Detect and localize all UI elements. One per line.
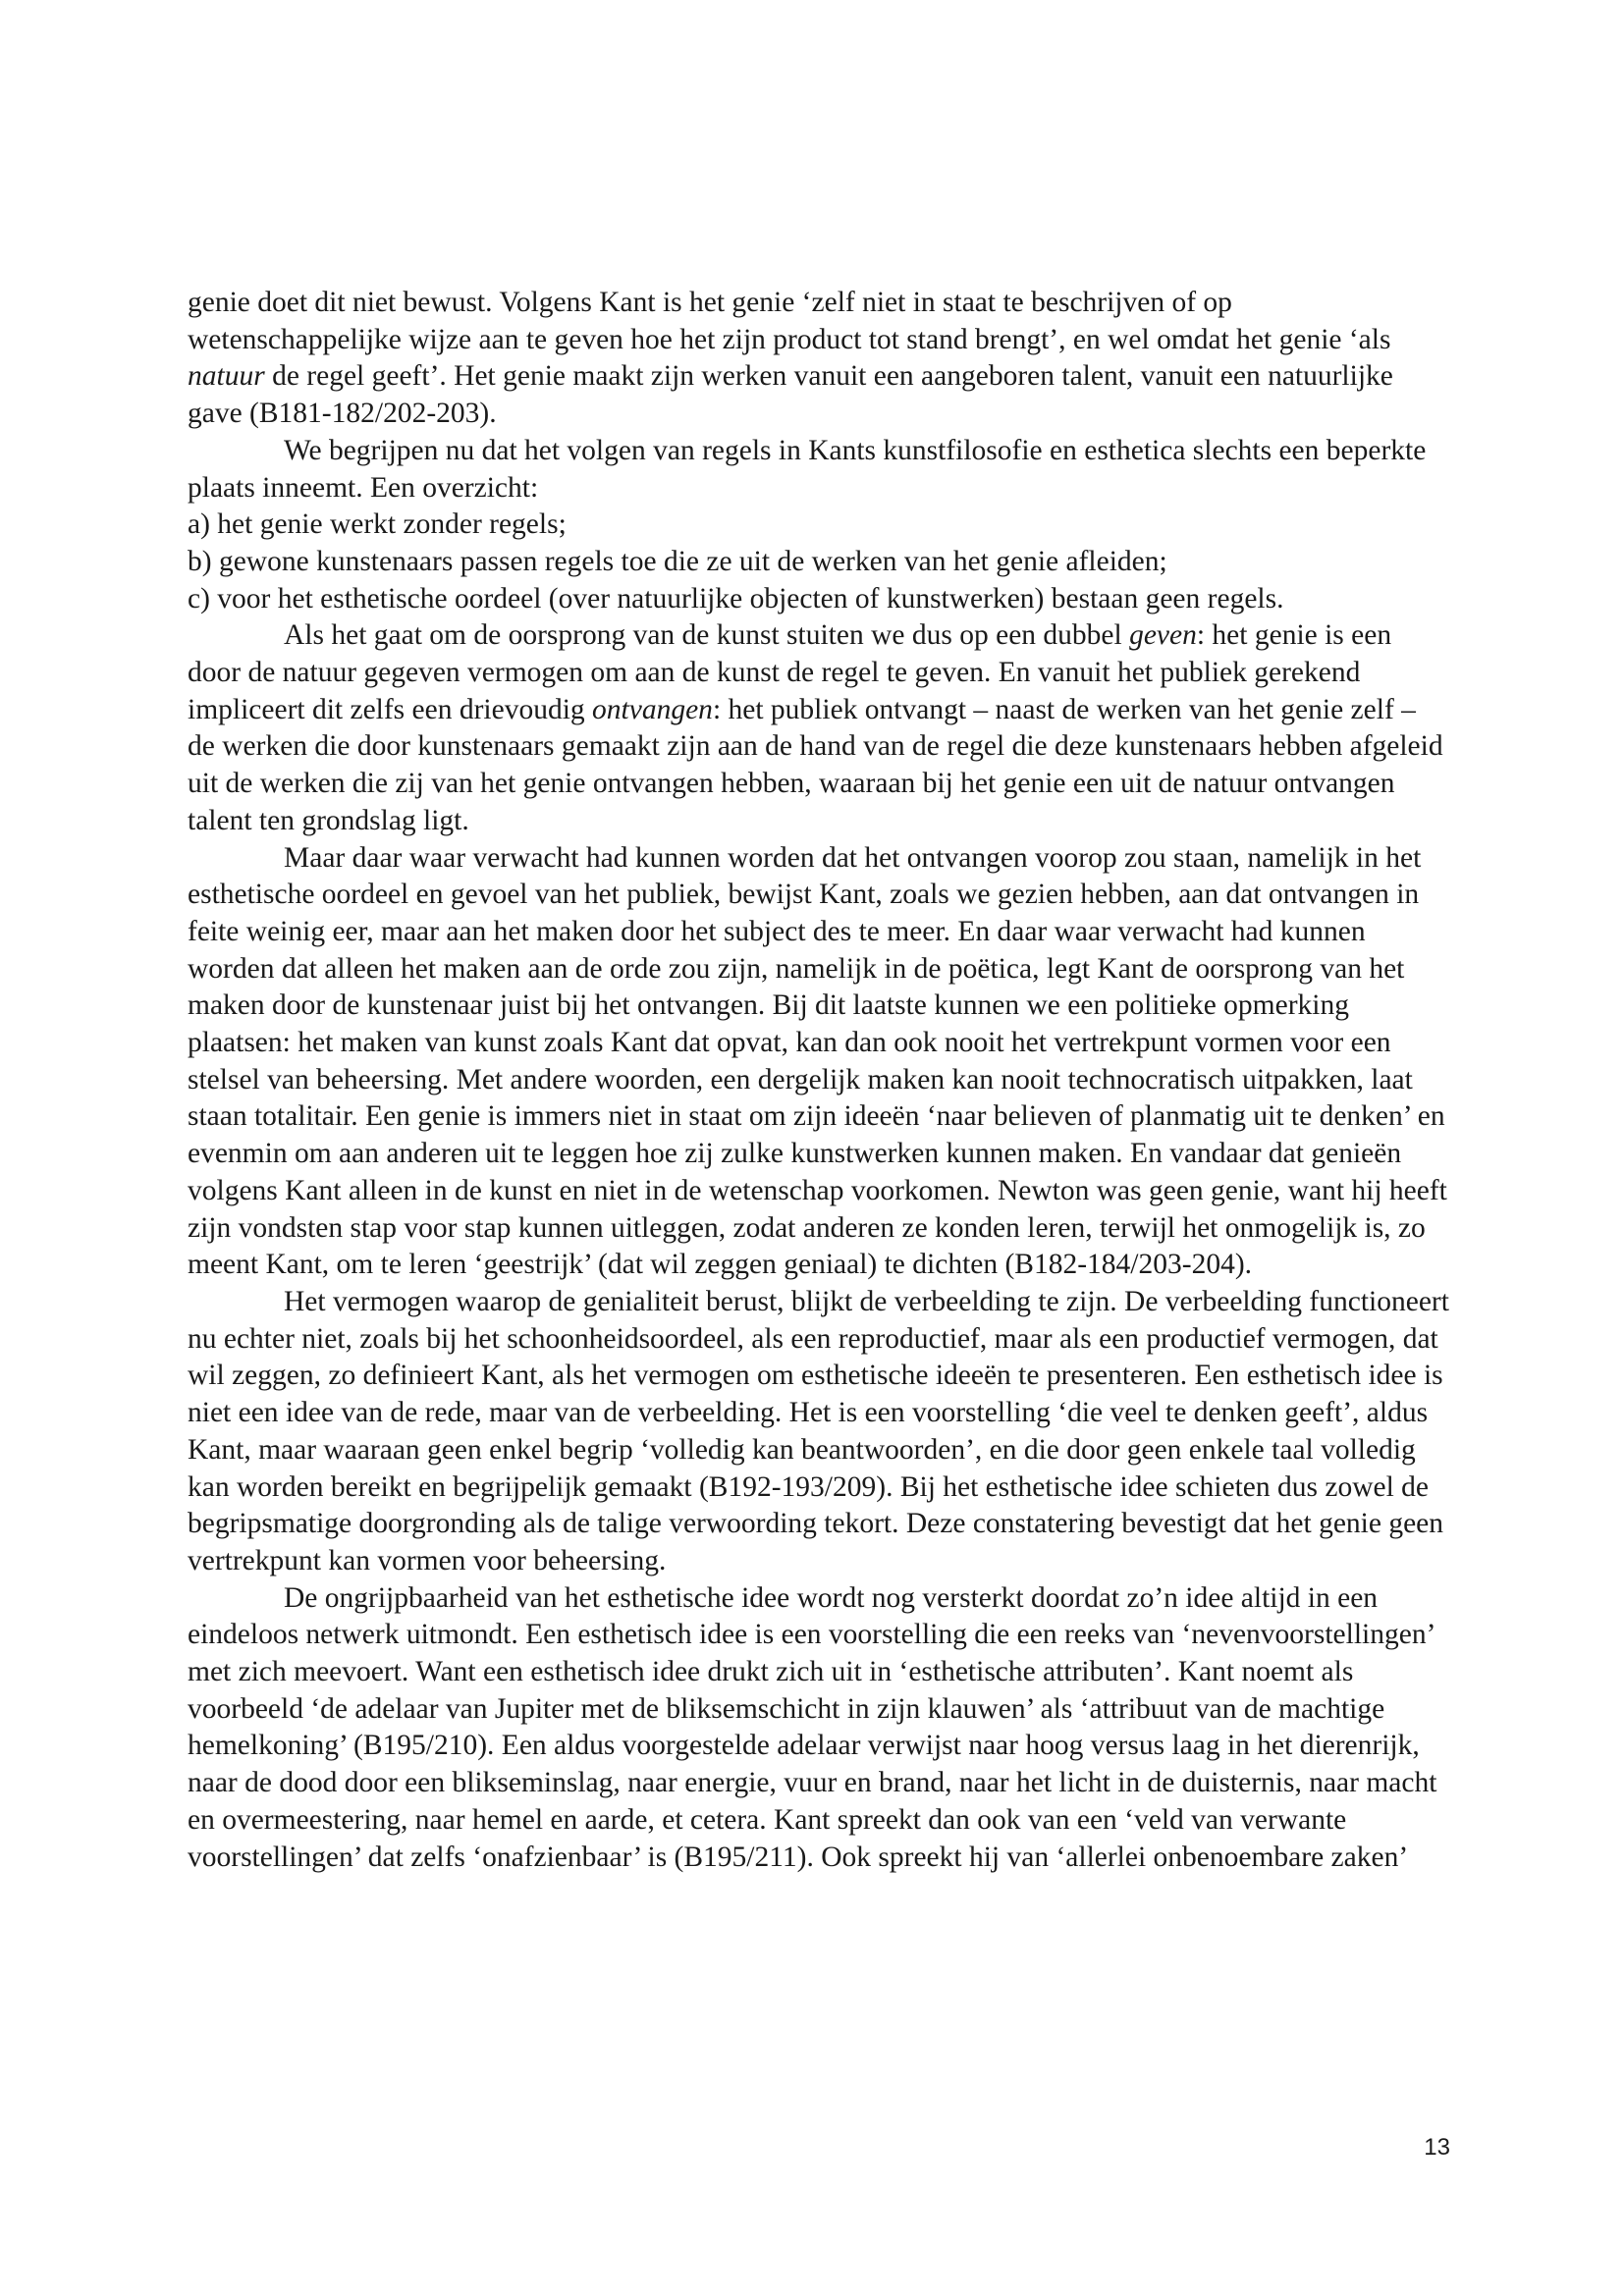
paragraph-text: De ongrijpbaarheid van het esthetische idee wordt nog versterkt doordat zo’n idee altijd in een eindeloos netwerk uitmondt. Een esthetisch idee is een voorstelling die een reeks van ‘nevenvoorstellingen’ met zich meevoert. Want een esthetisch idee drukt zich uit in ‘esthetische attributen’. Kant noemt als voorbeeld ‘de adelaar van Jupiter met de bliksemschicht in zijn klauwen’ als ‘attribuut van de machtige hemelkoning’ (B195/210). Een aldus voorgestelde adelaar verwijst naar hoog versus laag in het dierenrijk, naar de dood door een blikseminslag, naar energie, vuur en brand, naar het licht in de duisternis, naar macht en overmeestering, naar hemel en aarde, et cetera. Kant spreekt dan ook van een ‘veld van verwante voorstellingen’ dat zelfs ‘onafzienbaar’ is (B195/211). Ook spreekt hij van ‘allerlei onbenoembare zaken’ [188, 1581, 1437, 1873]
paragraph [188, 617, 1450, 839]
paragraph [188, 1580, 1450, 1877]
paragraph [188, 581, 1450, 618]
paragraph [188, 507, 1450, 544]
paragraph-text: We begrijpen nu dat het volgen van regels in Kants kunstfilosofie en esthetica slechts een beperkte plaats inneemt. Een overzicht: [188, 434, 1427, 504]
paragraph-text: Het vermogen waarop de genialiteit berust, blijkt de verbeelding te zijn. De verbeelding functioneert nu echter niet, zoals bij het schoonheidsoordeel, als een reproductief, maar als een productief vermogen, dat wil zeggen, zo definieert Kant, als het vermogen om esthetische ideeën te presenteren. Een esthetisch idee is niet een idee van de rede, maar van de verbeelding. Het is een voorstelling ‘die veel te denken geeft’, aldus Kant, maar waaraan geen enkel begrip ‘volledig kan beantwoorden’, en die door geen enkele taal volledig kan worden bereikt en begrijpelijk gemaakt (B192-193/209). Bij het esthetische idee schieten dus zowel de begripsmatige doorgronding als de talige verwoording tekort. Deze constatering bevestigt dat het genie geen vertrekpunt kan vormen voor beheersing. [188, 1285, 1449, 1576]
paragraph-text: c) voor het esthetische oordeel (over natuurlijke objecten of kunstwerken) bestaan geen regels. [188, 582, 1284, 614]
paragraph-text: de regel geeft’. Het genie maakt zijn werken vanuit een aangeboren talent, vanuit een natuurlijke gave (B181-182/202-203). [188, 360, 1393, 430]
italic-text: natuur [188, 360, 265, 393]
body-text [188, 285, 1450, 1876]
paragraph [188, 285, 1450, 433]
paragraph-text: Maar daar waar verwacht had kunnen worden dat het ontvangen voorop zou staan, namelijk in het esthetische oordeel en gevoel van het publiek, bewijst Kant, zoals we gezien hebben, aan dat ontvangen in feite weinig eer, maar aan het maken door het subject des te meer. En daar waar verwacht had kunnen worden dat alleen het maken aan de orde zou zijn, namelijk in de poëtica, legt Kant de oorsprong van het maken door de kunstenaar juist bij het ontvangen. Bij dit laatste kunnen we een politieke opmerking plaatsen: het maken van kunst zoals Kant dat opvat, kan dan ook nooit het vertrekpunt vormen voor een stelsel van beheersing. Met andere woorden, een dergelijk maken kan nooit technocratisch uitpakken, laat staan totalitair. Een genie is immers niet in staat om zijn ideeën ‘naar believen of planmatig uit te denken’ en evenmin om aan anderen uit te leggen hoe zij zulke kunstwerken kunnen maken. En vandaar dat genieën volgens Kant alleen in de kunst en niet in de wetenschap voorkomen. Newton was geen genie, want hij heeft zijn vondsten stap voor stap kunnen uitleggen, zodat anderen ze konden leren, terwijl het onmogelijk is, zo meent Kant, om te leren ‘geestrijk’ (dat wil zeggen geniaal) te dichten (B182-184/203-204). [188, 841, 1447, 1281]
paragraph-text: b) gewone kunstenaars passen regels toe die ze uit de werken van het genie afleiden; [188, 545, 1167, 577]
paragraph-text: Als het gaat om de oorsprong van de kunst stuiten we dus op een dubbel [284, 619, 1130, 652]
paragraph-text: genie doet dit niet bewust. Volgens Kant is het genie ‘zelf niet in staat te beschrijven of op wetenschappelijke wijze aan te geven hoe het zijn product tot stand brengt’, en wel omdat het genie ‘als [188, 287, 1391, 355]
paragraph [188, 433, 1450, 507]
paragraph [188, 544, 1450, 581]
italic-text: geven [1129, 619, 1197, 652]
italic-text: ontvangen [592, 693, 713, 725]
page-number: 13 [1424, 2134, 1450, 2161]
paragraph-text: : het publiek ontvangt – naast de werken van het genie zelf – de werken die door kunstenaars gemaakt zijn aan de hand van de regel die deze kunstenaars hebben afgeleid uit de werken die zij van het genie ontvangen hebben, waaraan bij het genie een uit de natuur ontvangen talent ten grondslag ligt. [188, 693, 1443, 836]
paragraph [188, 840, 1450, 1284]
paragraph-text: a) het genie werkt zonder regels; [188, 508, 567, 541]
paragraph-text: : het genie is een door de natuur gegeven vermogen om aan de kunst de regel te geven. En vanuit het publiek gerekend impliceert dit zelfs een drievoudig [188, 619, 1392, 725]
paragraph [188, 1284, 1450, 1580]
